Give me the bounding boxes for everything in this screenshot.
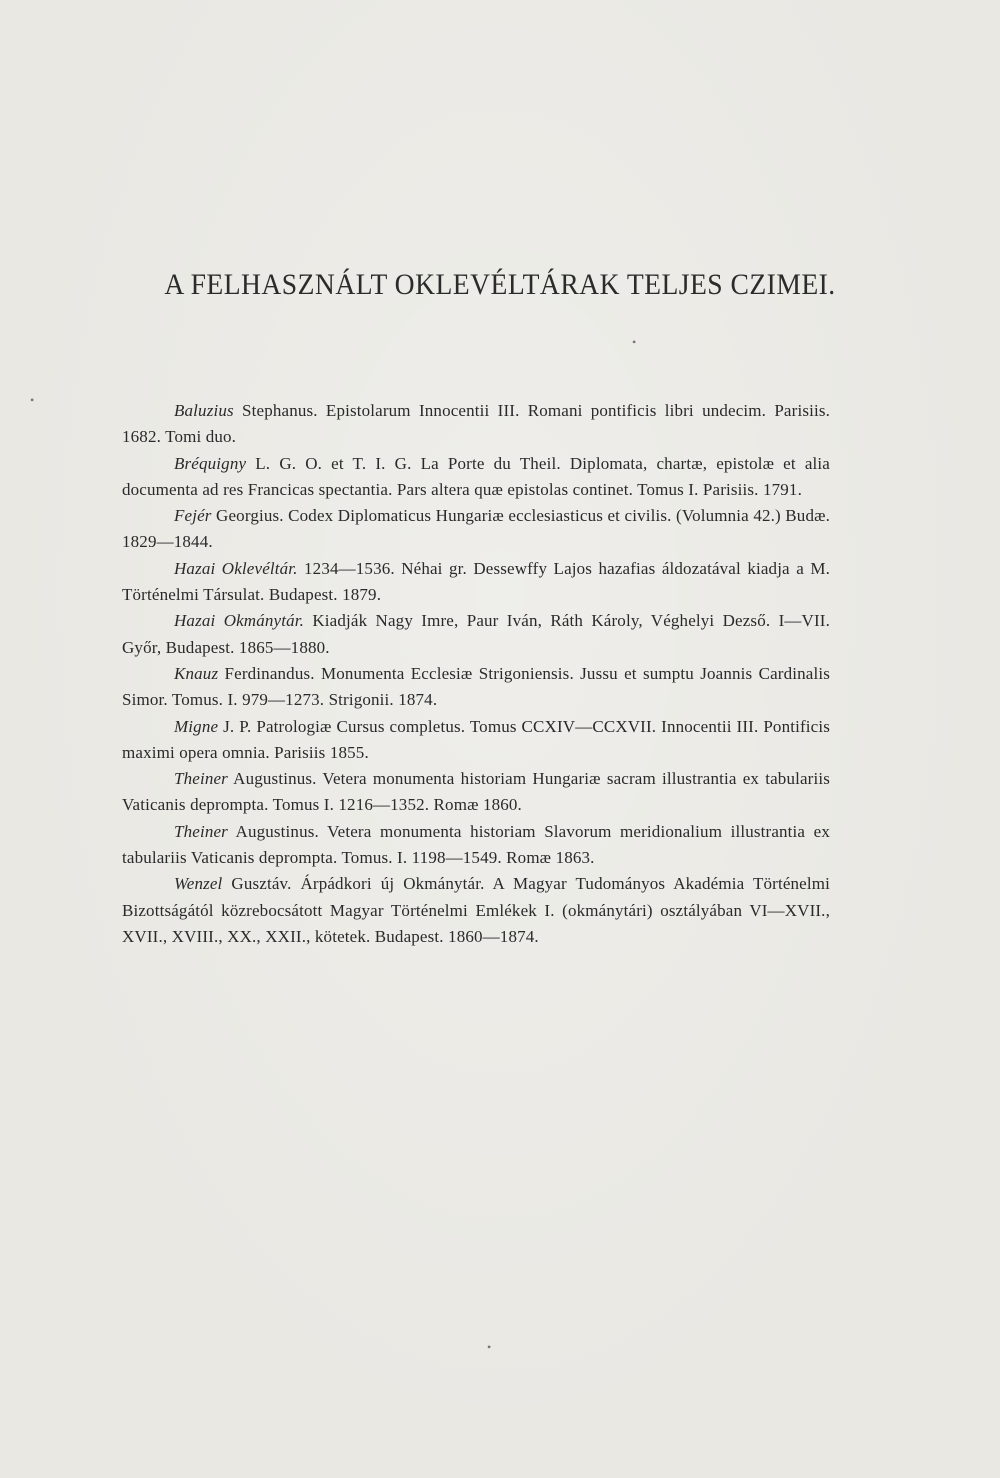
bibliography-entry <box>122 503 830 556</box>
entry-text: Stephanus. Epistolarum Innocentii III. Romani pontificis libri undecim. Parisiis. 1682. Tomi duo. <box>122 401 830 447</box>
bibliography-entry <box>122 451 830 504</box>
scan-speck: • <box>487 1340 492 1354</box>
entry-author: Bréquigny <box>174 453 247 473</box>
page-title: A FELHASZNÁLT OKLEVÉLTÁRAK TELJES CZIMEI. <box>164 268 836 301</box>
entry-text: Georgius. Codex Diplomaticus Hungariæ ecclesiasticus et civilis. (Volumnia 42.) Budæ. 1829—1844. <box>122 506 830 552</box>
bibliography-entry <box>122 819 830 872</box>
entry-author: Knauz <box>174 663 219 683</box>
bibliography-entry <box>122 714 830 767</box>
bibliography-entry <box>122 766 830 819</box>
entry-text: Kiadják Nagy Imre, Paur Iván, Ráth Károly, Véghelyi Dezső. I—VII. Győr, Budapest. 1865—1880. <box>122 611 830 657</box>
entry-text: Gusztáv. Árpádkori új Okmánytár. A Magyar Tudományos Akadémia Történelmi Bizottságától közrebocsátott Magyar Történelmi Emlékek I. (okmánytári) osztályában VI—XVII., XVII., XVIII., XX., XXII., kötetek. Budapest. 1860—1874. <box>122 874 830 946</box>
entry-text: 1234—1536. Néhai gr. Dessewffy Lajos hazafias áldozatával kiadja a M. Történelmi Társulat. Budapest. 1879. <box>122 558 831 605</box>
scan-speck: • <box>30 393 35 407</box>
entry-text: L. G. O. et T. I. G. La Porte du Theil. Diplomata, chartæ, epistolæ et alia documenta ad res Francicas spectantia. Pars altera quæ epistolas continet. Tomus I. Parisiis. 1791. <box>122 453 830 499</box>
bibliography-entry <box>122 871 830 950</box>
entry-author: Theiner <box>174 769 228 789</box>
entry-text: Ferdinandus. Monumenta Ecclesiæ Strigoniensis. Jussu et sumptu Joannis Cardinalis Simor. Tomus. I. 979—1273. Strigonii. 1874. <box>122 663 830 710</box>
entry-author: Migne <box>174 716 219 736</box>
entry-author: Baluzius <box>174 401 234 420</box>
entry-author: Theiner <box>174 821 228 841</box>
entry-author: Hazai Okmánytár. <box>174 611 305 631</box>
bibliography-entry <box>122 608 830 661</box>
bibliography-list <box>122 398 830 950</box>
scan-speck: • <box>632 335 637 349</box>
bibliography-entry <box>122 398 830 451</box>
entry-author: Fejér <box>174 506 212 526</box>
bibliography-entry <box>122 661 830 714</box>
entry-author: Wenzel <box>174 874 223 894</box>
entry-author: Hazai Oklevéltár. <box>174 558 298 578</box>
bibliography-entry <box>122 556 830 609</box>
entry-text: Augustinus. Vetera monumenta historiam Slavorum meridionalium illustrantia ex tabulariis Vaticanis deprompta. Tomus. I. 1198—1549. Romæ 1863. <box>122 821 830 868</box>
entry-text: J. P. Patrologiæ Cursus completus. Tomus CCXIV—CCXVII. Innocentii III. Pontificis maximi opera omnia. Parisiis 1855. <box>122 716 830 762</box>
entry-text: Augustinus. Vetera monumenta historiam Hungariæ sacram illustrantia ex tabulariis Vaticanis deprompta. Tomus I. 1216—1352. Romæ 1860. <box>122 769 830 815</box>
